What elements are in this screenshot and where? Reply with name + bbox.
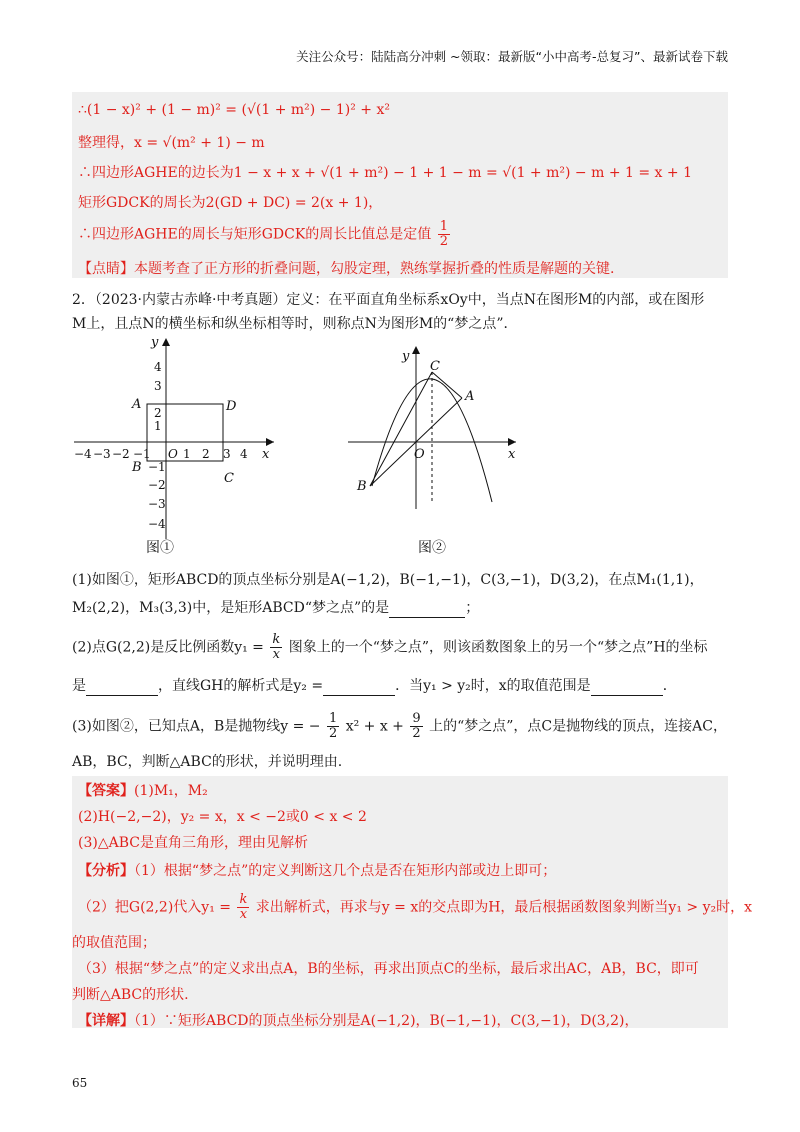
point-a-label: A xyxy=(465,389,475,404)
eq-line-2: 整理得，x = √(m² + 1) − m xyxy=(78,135,265,151)
fig1-xtick: 4 xyxy=(240,447,248,461)
answer-blank xyxy=(389,603,465,618)
fraction-k-over-x xyxy=(237,893,249,922)
fraction-one-half xyxy=(327,712,339,741)
question-1-line-2 xyxy=(72,598,728,618)
fig1-ytick: −3 xyxy=(148,497,166,511)
fig1-ytick: 3 xyxy=(154,379,162,393)
analysis-line-5: 判断△ABC的形状. xyxy=(72,987,189,1003)
key-point-note: 【点睛】本题考查了正方形的折叠问题，勾股定理，熟练掌握折叠的性质是解题的关键. xyxy=(78,261,615,277)
fig2-x-label: x xyxy=(508,447,516,462)
analysis-text: （2）把G(2,2)代入y₁ = xyxy=(78,899,231,916)
analysis-line-2 xyxy=(78,893,752,922)
q3-text: x² + x + xyxy=(345,718,404,735)
point-a-label: A xyxy=(132,397,142,412)
fig1-ytick: 2 xyxy=(154,406,162,420)
q3-text: 上的“梦之点”，点C是抛物线的顶点，连接AC， xyxy=(429,718,727,735)
solution-block-top xyxy=(72,92,728,278)
fig1-xtick: 1 xyxy=(183,447,191,461)
frac-den: 2 xyxy=(412,726,421,741)
fig1-ytick: 4 xyxy=(154,360,162,374)
q2b-text: ，直线GH的解析式是y₂ = xyxy=(158,678,324,694)
answer-tag: 【答案】 xyxy=(78,783,134,799)
point-b-label: B xyxy=(357,479,367,494)
analysis-line-3: 的取值范围； xyxy=(72,935,156,951)
fraction-one-half xyxy=(438,220,450,249)
q2b-text: 是 xyxy=(72,678,86,694)
fig1-y-label: y xyxy=(151,335,159,350)
eq-line-4: 矩形GDCK的周长为2(GD + DC) = 2(x + 1)， xyxy=(78,195,383,211)
fig1-xtick: 3 xyxy=(223,447,231,461)
answer-line-3: (3)△ABC是直角三角形，理由见解析 xyxy=(78,835,308,851)
question-3-line-1 xyxy=(72,712,728,741)
problem-line-2: M上，且点N的横坐标和纵坐标相等时，则称点N为图形M的“梦之点”． xyxy=(72,316,518,332)
fig1-ytick: −1 xyxy=(148,460,166,474)
q2-post: 图象上的一个“梦之点”，则该函数图象上的另一个“梦之点”H的坐标 xyxy=(288,639,708,656)
eq-line-1: ∴(1 − x)² + (1 − m)² = (√(1 + m²) − 1)² + x² xyxy=(78,102,390,118)
question-1-line-1: (1)如图①，矩形ABCD的顶点坐标分别是A(−1,2)，B(−1,−1)，C(3,−1)，D(3,2)，在点M₁(1,1)， xyxy=(72,572,704,588)
fig1-xtick: −3 xyxy=(93,447,111,461)
figure-2-parabola-graph xyxy=(340,334,530,564)
fig1-ytick: −2 xyxy=(148,478,166,492)
q3-text: (3)如图②，已知点A，B是抛物线y = − xyxy=(72,718,321,735)
frac-num: k xyxy=(272,632,281,647)
q2b-text: ． xyxy=(662,678,677,694)
analysis-line-1 xyxy=(78,860,556,880)
frac-num: 1 xyxy=(328,711,338,726)
fraction-nine-halves xyxy=(410,712,422,741)
analysis-text: 求出解析式，再求与y = x的交点即为H，最后根据函数图象判断当y₁ > y₂时，x xyxy=(255,899,752,916)
answer-blank xyxy=(86,681,158,696)
frac-num: 9 xyxy=(412,711,421,726)
figure-1-rectangle-graph xyxy=(66,334,286,564)
detail-text: （1）∵矩形ABCD的顶点坐标分别是A(−1,2)，B(−1,−1)，C(3,−1)，D(3,2)， xyxy=(134,1013,639,1029)
page-number: 65 xyxy=(72,1076,88,1090)
answer-blank xyxy=(591,681,663,696)
frac-den: x xyxy=(272,647,280,662)
fig1-ytick: 1 xyxy=(154,419,162,433)
frac-num: k xyxy=(239,892,248,907)
frac-den: 2 xyxy=(439,234,449,249)
answer-line-2: (2)H(−2,−2)，y₂ = x，x < −2或0 < x < 2 xyxy=(78,809,367,825)
problem-line-1: 2．（2023·内蒙古赤峰·中考真题）定义：在平面直角坐标系xOy中，当点N在图形M的内部，或在图形 xyxy=(72,292,705,308)
figure-1-caption: 图① xyxy=(146,540,174,556)
segment-bc xyxy=(370,372,432,486)
fig1-xtick: −2 xyxy=(112,447,130,461)
fig1-x-label: x xyxy=(262,447,270,462)
fig1-xtick: −4 xyxy=(74,447,92,461)
point-c-label: C xyxy=(430,359,440,374)
q1-end: ； xyxy=(465,600,480,616)
frac-den: 2 xyxy=(328,726,338,741)
question-2-line-1 xyxy=(72,633,728,662)
point-c-label: C xyxy=(224,471,234,486)
frac-den: x xyxy=(239,907,248,922)
question-3-line-2: AB，BC，判断△ABC的形状，并说明理由. xyxy=(72,754,343,770)
point-b-label: B xyxy=(132,460,142,475)
detail-line-1 xyxy=(78,1010,639,1030)
q1-text: M₂(2,2)，M₃(3,3)中，是矩形ABCD“梦之点”的是 xyxy=(72,600,390,616)
figure-2-caption: 图② xyxy=(418,540,446,556)
fig1-origin: O xyxy=(168,447,178,461)
q2b-text: ．当y₁ > y₂时，x的取值范围是 xyxy=(395,678,591,694)
point-d-label: D xyxy=(226,399,237,414)
eq-line-5 xyxy=(78,220,452,249)
fig1-xtick: 2 xyxy=(202,447,210,461)
answer-text: (1)M₁，M₂ xyxy=(134,783,208,799)
frac-num: 1 xyxy=(439,219,449,234)
analysis-tag: 【分析】 xyxy=(78,863,134,879)
page-header: 关注公众号：陆陆高分冲刺 ~领取：最新版“小中高考-总复习”、最新试卷下载 xyxy=(296,49,728,64)
fig2-y-label: y xyxy=(402,349,410,364)
detail-tag: 【详解】 xyxy=(78,1013,134,1029)
analysis-text: （1）根据“梦之点”的定义判断这几个点是否在矩形内部或边上即可； xyxy=(134,863,557,879)
fig2-origin: O xyxy=(414,447,425,462)
q2-pre: (2)点G(2,2)是反比例函数y₁ = xyxy=(72,639,264,656)
fig1-xtick: −1 xyxy=(133,447,151,461)
answer-blank xyxy=(323,681,395,696)
question-2-line-2 xyxy=(72,676,728,696)
fraction-k-over-x xyxy=(270,633,282,662)
segment-ac xyxy=(432,372,462,398)
eq-line-3: ∴四边形AGHE的边长为1 − x + x + √(1 + m²) − 1 + 1 − m = √(1 + m²) − m + 1 = x + 1 xyxy=(78,165,692,181)
fig1-ytick: −4 xyxy=(148,517,166,531)
answer-line-1 xyxy=(78,780,208,800)
analysis-line-4: （3）根据“梦之点”的定义求出点A，B的坐标，再求出顶点C的坐标，最后求出AC，AB，BC，即可 xyxy=(78,961,699,977)
eq-line-5-text: ∴四边形AGHE的周长与矩形GDCK的周长比值总是定值 xyxy=(78,226,432,243)
